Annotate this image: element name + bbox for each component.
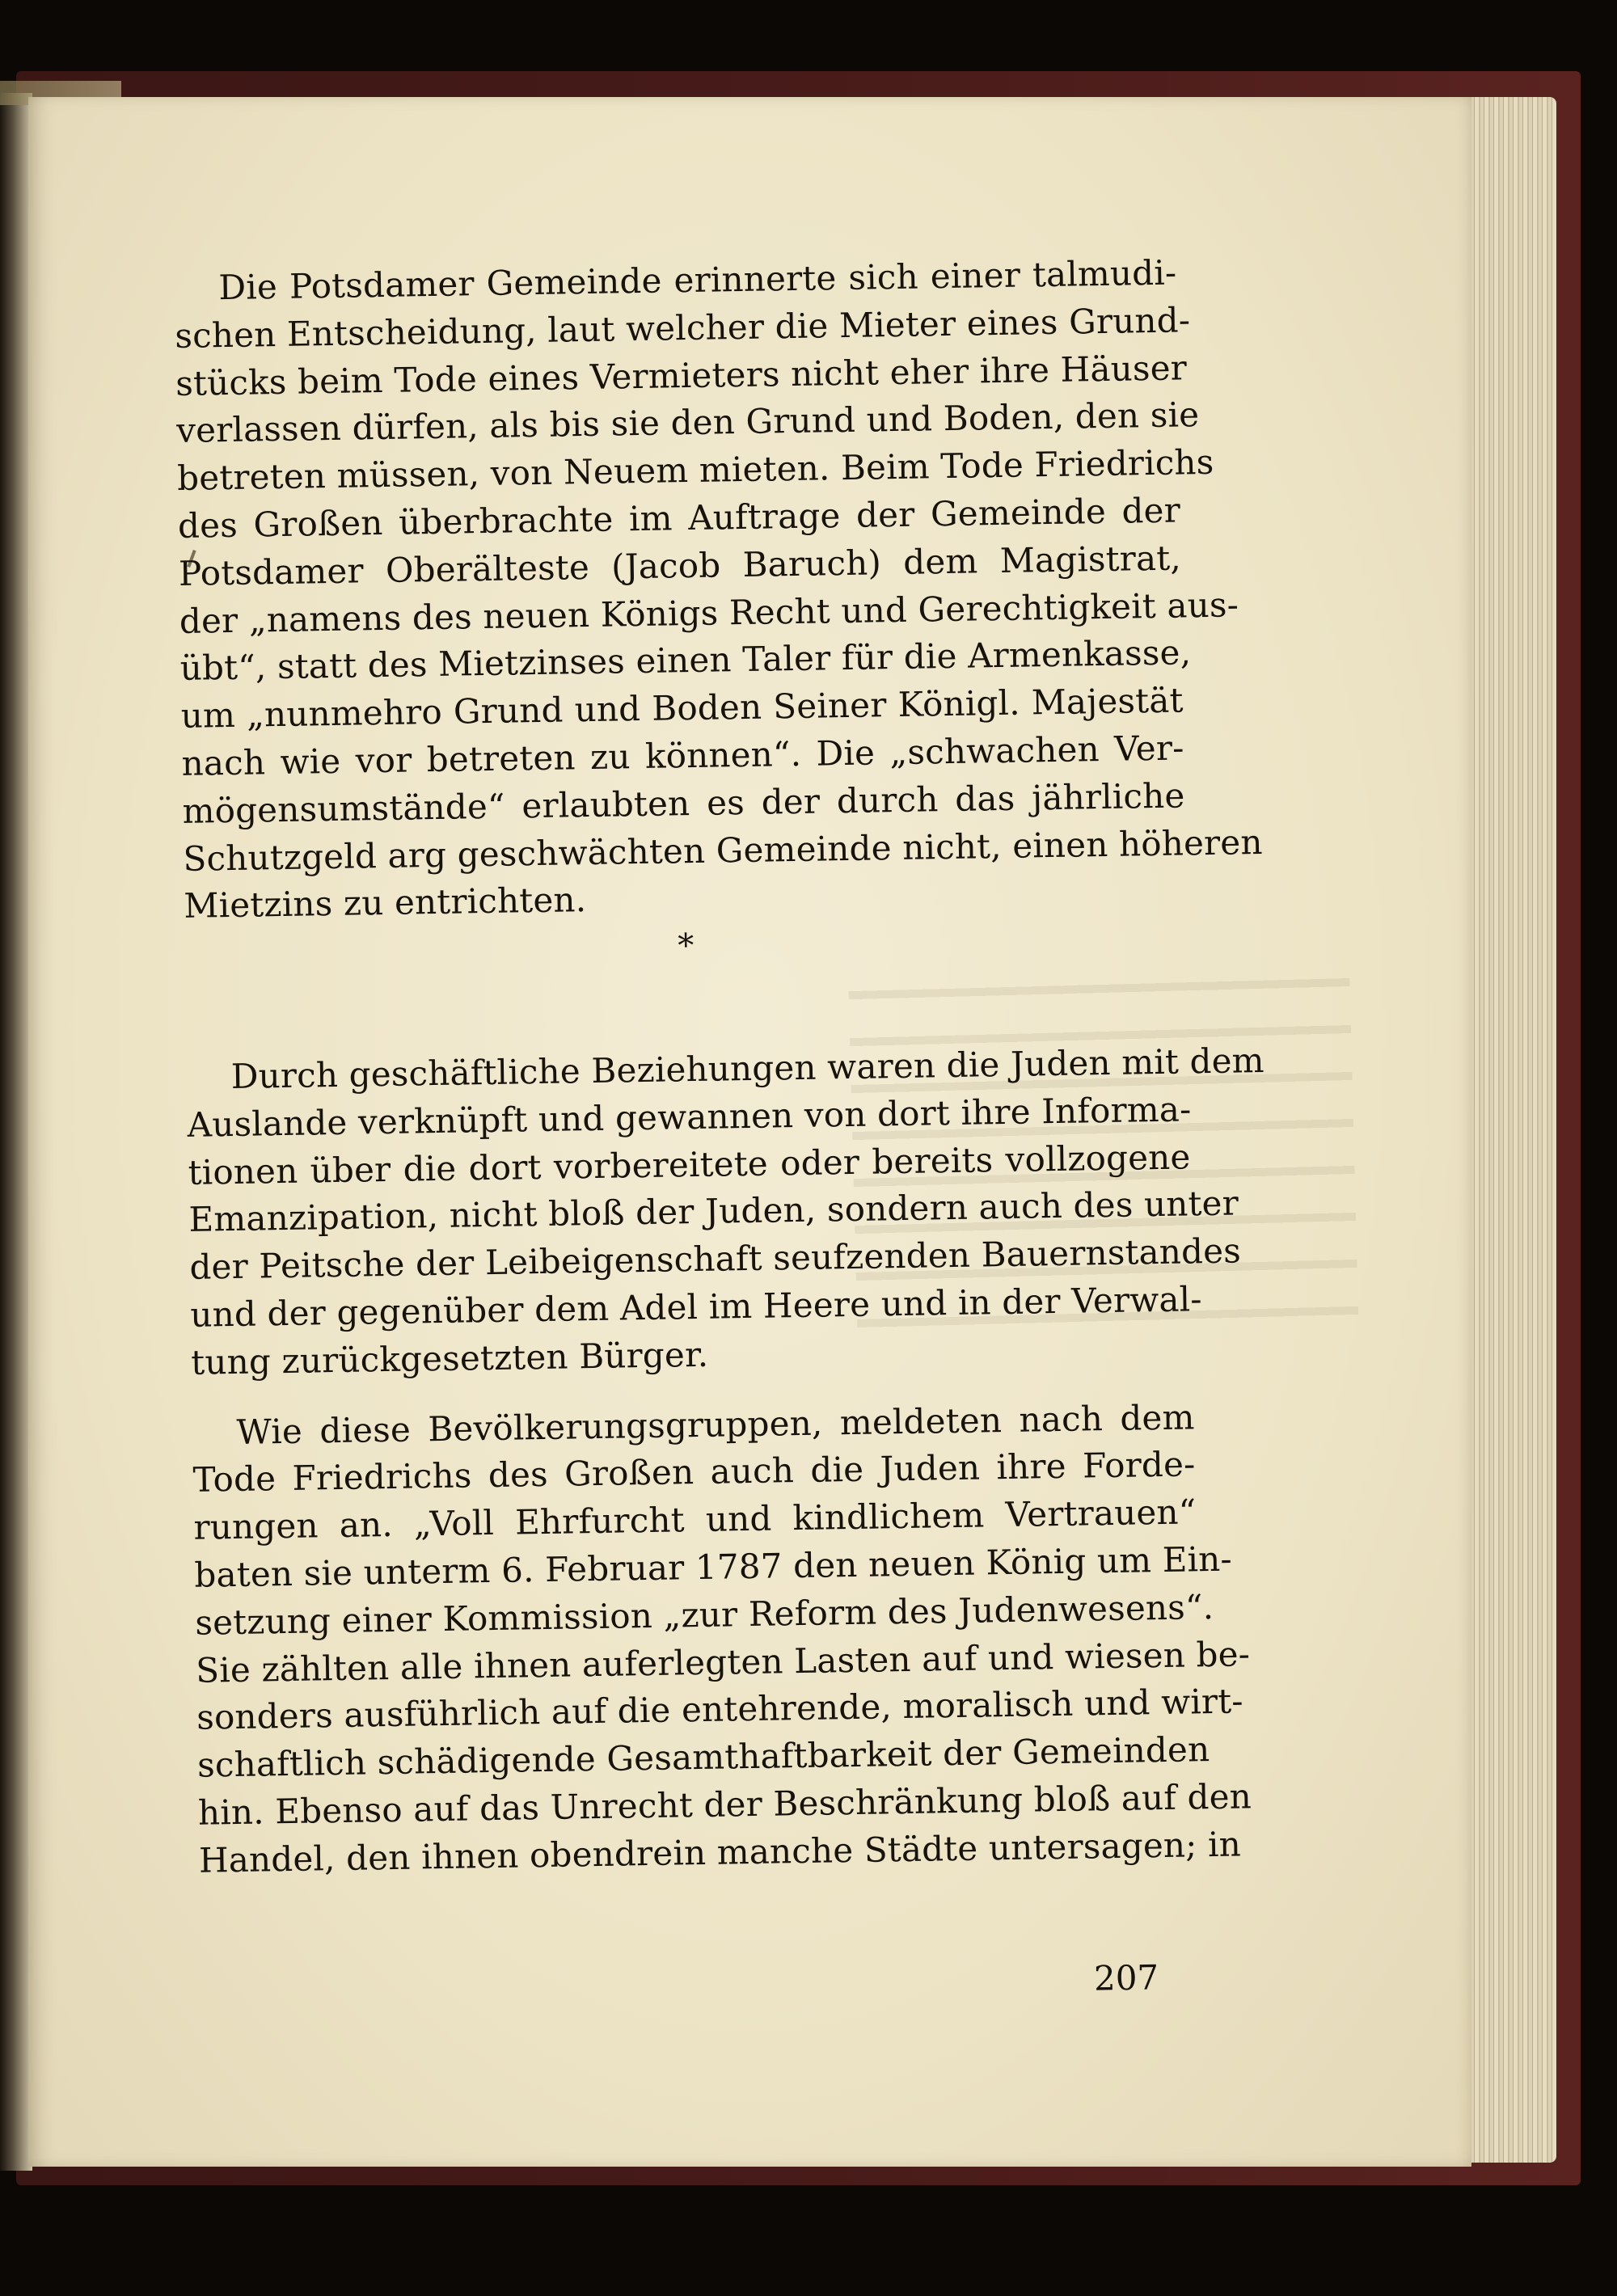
text-line: hin. Ebenso auf das Unrecht der Beschränkung bloß auf den: [197, 1776, 1252, 1833]
text-line: der „namens des neuen Königs Recht und Gerechtigkeit aus-: [179, 584, 1239, 641]
text-line: Durch geschäftliche Beziehungen waren die Juden mit dem: [230, 1040, 1265, 1096]
paragraph-1: [174, 250, 1264, 931]
text-line: Sie zählten alle ihnen auferlegten Lasten auf und wiesen be-: [195, 1633, 1251, 1690]
text-line: nach wie vor betreten zu können“. Die „schwachen Ver-: [181, 728, 1184, 783]
text-line: schaftlich schädigende Gesamthaftbarkeit der Gemeinden: [196, 1729, 1210, 1785]
text-line: der Peitsche der Leibeigenschaft seufzenden Bauernstandes: [189, 1230, 1242, 1287]
facing-page-edge: [0, 93, 32, 2171]
text-line: betreten müssen, von Neuem mieten. Beim Tode Friedrichs: [176, 442, 1214, 499]
text-line: Mietzins zu entrichten.: [184, 880, 587, 926]
text-line: stücks beim Tode eines Vermieters nicht eher ihre Häuser: [175, 347, 1188, 403]
text-line: schen Entscheidung, laut welcher die Mieter eines Grund-: [174, 300, 1191, 356]
text-line: Wie diese Bevölkerungsgruppen, meldeten nach dem: [236, 1396, 1195, 1452]
text-line: sonders ausführlich auf die entehrende, moralisch und wirt-: [196, 1681, 1244, 1738]
text-line: Die Potsdamer Gemeinde erinnerte sich einer talmudi-: [218, 252, 1177, 308]
text-line: Auslande verknüpft und gewannen von dort ihre Informa-: [187, 1089, 1192, 1145]
text-line: verlassen dürfen, als bis sie den Grund und Boden, den sie: [175, 395, 1200, 451]
text-line: Tode Friedrichs des Großen auch die Juden ihre Forde-: [192, 1444, 1196, 1500]
page-number: 207: [1093, 1957, 1159, 1998]
text-line: Emanzipation, nicht bloß der Juden, sondern auch des unter: [188, 1183, 1239, 1240]
book-page: [28, 97, 1471, 2167]
text-line: setzung einer Kommission „zur Reform des Judenwesens“.: [194, 1586, 1214, 1643]
text-line: Schutzgeld arg geschwächten Gemeinde nicht, einen höheren: [183, 821, 1264, 879]
text-line: übt“, statt des Mietzinses einen Taler für die Armenkasse,: [179, 632, 1192, 689]
text-line: und der gegenüber dem Adel im Heere und in der Verwal-: [190, 1279, 1203, 1335]
text-line: Handel, den ihnen obendrein manche Städte untersagen; in: [198, 1824, 1242, 1880]
text-line: Potsdamer Oberälteste (Jacob Baruch) dem Magistrat,: [178, 538, 1182, 593]
section-break: *: [677, 927, 695, 965]
paragraph-3: [192, 1394, 1252, 1884]
text-line: um „nunmehro Grund und Boden Seiner Königl. Majestät: [180, 680, 1184, 736]
paragraph-2: [186, 1038, 1265, 1386]
text-line: mögensumstände“ erlaubten es der durch das jährliche: [182, 775, 1185, 831]
text-line: des Großen überbrachte im Auftrage der Gemeinde der: [177, 490, 1181, 546]
text-line: rungen an. „Voll Ehrfurcht und kindlichem Vertrauen“: [193, 1492, 1197, 1547]
text-line: baten sie unterm 6. Februar 1787 den neuen König um Ein-: [194, 1538, 1233, 1595]
body-text: [174, 250, 1265, 1885]
text-line: tionen über die dort vorbereitete oder bereits vollzogene: [188, 1136, 1191, 1192]
text-line: tung zurückgesetzten Bürger.: [190, 1334, 709, 1382]
